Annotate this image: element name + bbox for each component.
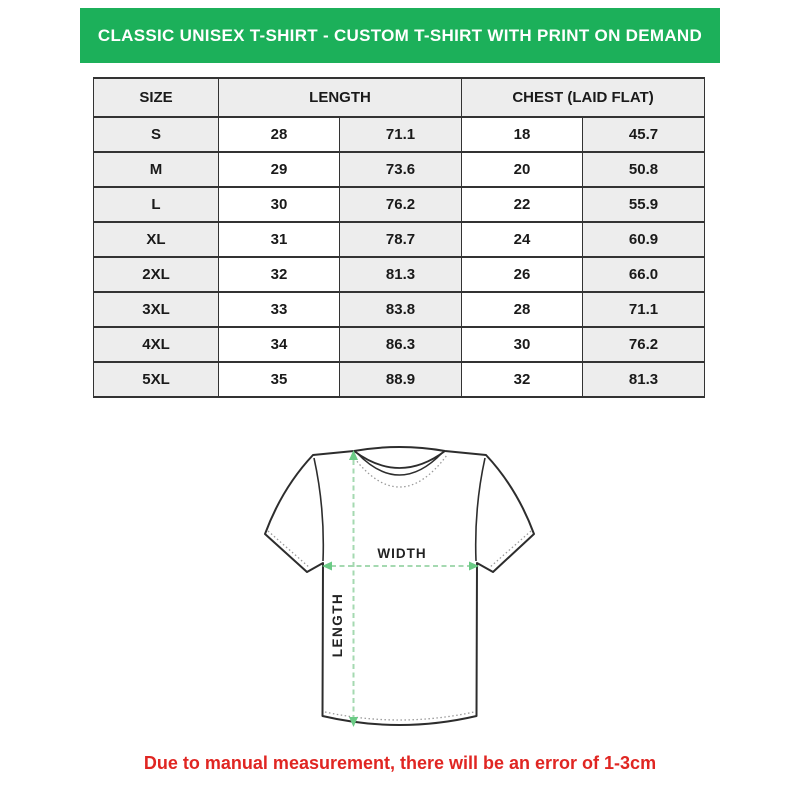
size-cell: S <box>94 117 219 152</box>
table-row <box>94 222 705 257</box>
chest-cm-cell: 66.0 <box>583 257 705 292</box>
length-in-cell: 30 <box>219 187 340 222</box>
table-row <box>94 187 705 222</box>
chest-in-cell: 20 <box>462 152 583 187</box>
length-cm-cell: 88.9 <box>340 362 462 397</box>
table-header-row <box>94 78 705 117</box>
header-chest: CHEST (LAID FLAT) <box>462 78 705 117</box>
table-row <box>94 292 705 327</box>
chest-cm-cell: 76.2 <box>583 327 705 362</box>
table-row <box>94 257 705 292</box>
chest-cm-cell: 55.9 <box>583 187 705 222</box>
chest-in-cell: 32 <box>462 362 583 397</box>
length-cm-cell: 73.6 <box>340 152 462 187</box>
header-size: SIZE <box>94 78 219 117</box>
length-in-cell: 34 <box>219 327 340 362</box>
length-cm-cell: 86.3 <box>340 327 462 362</box>
chest-in-cell: 22 <box>462 187 583 222</box>
width-label: WIDTH <box>377 546 427 561</box>
chest-in-cell: 26 <box>462 257 583 292</box>
tshirt-diagram-svg <box>250 438 550 750</box>
chest-in-cell: 28 <box>462 292 583 327</box>
measurement-error-note: Due to manual measurement, there will be an error of 1-3cm <box>143 753 657 773</box>
length-cm-cell: 78.7 <box>340 222 462 257</box>
size-cell: 3XL <box>94 292 219 327</box>
length-cm-cell: 81.3 <box>340 257 462 292</box>
length-in-cell: 29 <box>219 152 340 187</box>
size-cell: XL <box>94 222 219 257</box>
size-cell: 5XL <box>94 362 219 397</box>
chest-cm-cell: 50.8 <box>583 152 705 187</box>
length-in-cell: 31 <box>219 222 340 257</box>
size-cell: M <box>94 152 219 187</box>
chest-in-cell: 18 <box>462 117 583 152</box>
length-in-cell: 35 <box>219 362 340 397</box>
length-in-cell: 33 <box>219 292 340 327</box>
size-cell: 2XL <box>94 257 219 292</box>
table-row <box>94 117 705 152</box>
table-row <box>94 327 705 362</box>
length-in-cell: 32 <box>219 257 340 292</box>
size-cell: L <box>94 187 219 222</box>
length-in-cell: 28 <box>219 117 340 152</box>
length-cm-cell: 83.8 <box>340 292 462 327</box>
chest-cm-cell: 71.1 <box>583 292 705 327</box>
size-chart-table <box>93 77 705 398</box>
chest-in-cell: 30 <box>462 327 583 362</box>
table-row <box>94 152 705 187</box>
header-length: LENGTH <box>219 78 462 117</box>
chest-cm-cell: 45.7 <box>583 117 705 152</box>
length-cm-cell: 71.1 <box>340 117 462 152</box>
chest-in-cell: 24 <box>462 222 583 257</box>
chest-cm-cell: 60.9 <box>583 222 705 257</box>
table-row <box>94 362 705 397</box>
size-cell: 4XL <box>94 327 219 362</box>
length-label: LENGTH <box>330 592 345 658</box>
tshirt-outline <box>265 447 534 725</box>
length-cm-cell: 76.2 <box>340 187 462 222</box>
tshirt-measurement-diagram <box>250 438 550 750</box>
chest-cm-cell: 81.3 <box>583 362 705 397</box>
title-banner <box>80 8 720 63</box>
page-title: CLASSIC UNISEX T-SHIRT - CUSTOM T-SHIRT WITH PRINT ON DEMAND <box>97 25 703 45</box>
